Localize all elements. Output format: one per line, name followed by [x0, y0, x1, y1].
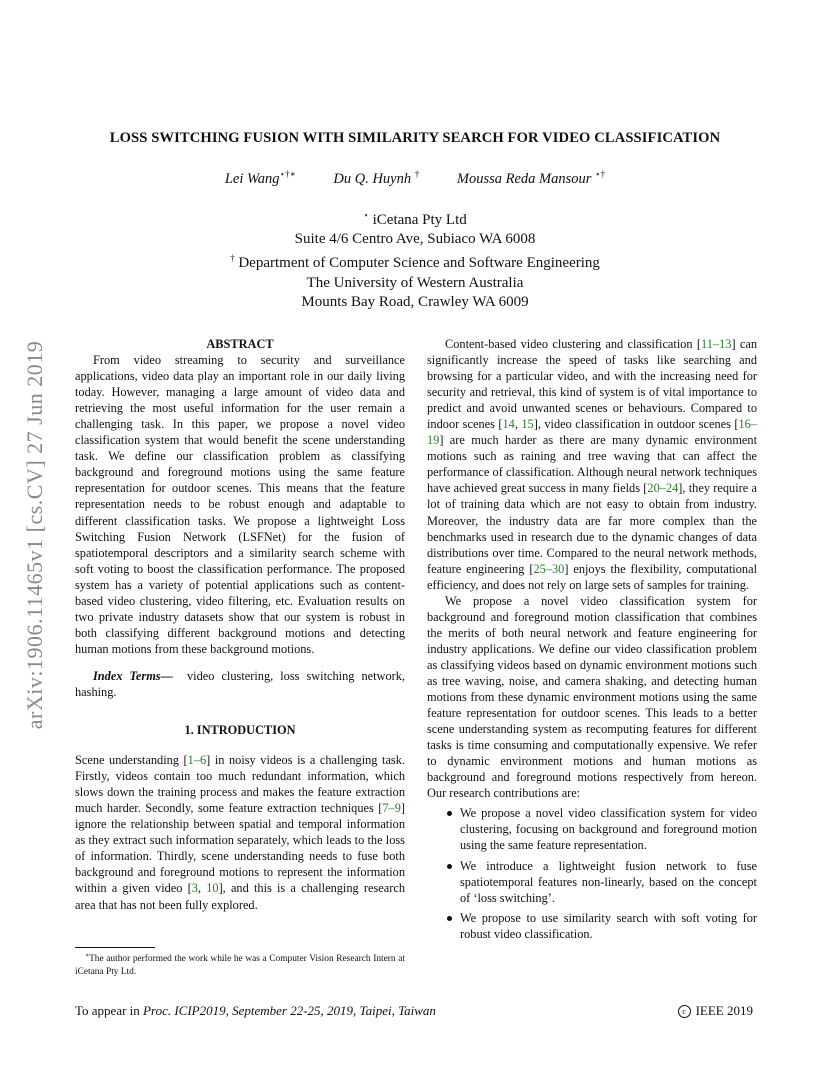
citation-link[interactable]: 16–19: [427, 417, 758, 448]
footer-prefix: To appear in: [75, 1003, 144, 1018]
affiliation-line: † Department of Computer Science and Software Engineering: [230, 253, 600, 272]
index-terms-label: Index Terms—: [93, 668, 173, 683]
author: Du Q. Huynh †: [333, 169, 420, 187]
citation-link[interactable]: 20–24: [647, 481, 679, 496]
author-list: [70, 169, 760, 188]
author: Moussa Reda Mansour ⋆†: [456, 169, 606, 187]
list-item: We propose to use similarity search with soft voting for robust video classification.: [460, 910, 757, 941]
citation-link[interactable]: 15: [521, 417, 534, 432]
contributions-list: [427, 805, 757, 941]
affiliation-line: Mounts Bay Road, Crawley WA 6009: [301, 293, 529, 310]
footnote: ∗The author performed the work while he was a Computer Vision Research Intern at iCetana Pty Ltd.: [75, 953, 405, 977]
arxiv-stamp-text: arXiv:1906.11465v1 [cs.CV] 27 Jun 2019: [22, 340, 47, 730]
intro-paragraph: Scene understanding [1–6] in noisy videos is a challenging task. Firstly, videos contain too much redundant information, which slows down the training process and makes the feature extraction much harder. Secondly, some feature extraction techniques [7–9] ignore the relationship between spatial and temporal information as they extract such information separately, which leads to the loss of information. Thirdly, scene understanding needs to fuse both background and foreground motions to represent the information within a given video [3, 10], and this is a challenging research area that has not been fully explored.: [75, 753, 405, 912]
right-column: [427, 336, 757, 942]
body-paragraph: Content-based video clustering and classification [11–13] can significantly increase the speed of tasks like searching and browsing for a particular video, and with the increasing need for security and retrieval, this kind of system is of vital importance to predict and avoid unwanted scenes or behaviours. Compared to indoor scenes [14, 15], video classification in outdoor scenes [16–19] are much harder as there are many dynamic environment motions such as raining and tree waving that can affect the performance of classification. Although neural network techniques have achieved great success in many fields [20–24], they require a lot of training data which are not easy to obtain from industry. Moreover, the industry data are far more complex than the benchmarks used in research due to the dynamic changes of data distributions over time. Compared to the neural network methods, feature engineering [25–30] enjoys the flexibility, computational efficiency, and does not rely on large sets of samples for training.: [427, 337, 758, 592]
author: Lei Wang⋆†∗: [224, 169, 296, 187]
list-item: We propose a novel video classification system for video clustering, focusing on background and foreground motion using the same feature representation.: [460, 806, 757, 853]
left-column: [75, 336, 405, 913]
body-paragraph: We propose a novel video classification system for background and foreground motion classification that combines the merits of both neural network and feature engineering for industry applications. We define our video classification problem as classifying videos based on dynamic environment motions such as tree waving, noise, and camera shaking, and detecting human motions from these dynamic environment motions using the same feature representation for outdoor scenes. This leads to a better scene understanding system as recomputing features for different tasks is time consuming and computationally expensive. We refer to dynamic environment motions and human motions as background and foreground motions respectively from hereon. Our research contributions are:: [427, 593, 757, 801]
citation-link[interactable]: 7–9: [382, 801, 401, 816]
footnote-rule: [75, 947, 155, 948]
index-terms-text: video clustering, loss switching network, hashing.: [75, 668, 406, 699]
affiliation-line: ⋆ iCetana Pty Ltd: [363, 210, 467, 228]
paper-title: LOSS SWITCHING FUSION WITH SIMILARITY SEARCH FOR VIDEO CLASSIFICATION: [109, 130, 721, 146]
copyright-notice: c IEEE 2019: [678, 1003, 753, 1019]
abstract-heading: ABSTRACT: [206, 337, 274, 351]
affiliation-line: The University of Western Australia: [306, 274, 524, 291]
arxiv-stamp: [16, 300, 54, 770]
citation-link[interactable]: 10: [206, 881, 219, 896]
page-footer: [75, 1003, 753, 1019]
list-item: We introduce a lightweight fusion network to fuse spatiotemporal features non-linearly, based on the concept of ‘loss switching’.: [460, 858, 757, 905]
index-terms: [75, 668, 405, 700]
citation-link[interactable]: 3: [191, 881, 198, 896]
affiliations: [70, 206, 760, 312]
citation-link[interactable]: 25–30: [533, 561, 565, 576]
citation-link[interactable]: 11–13: [701, 337, 732, 351]
affiliation-line: Suite 4/6 Centro Ave, Subiaco WA 6008: [294, 231, 536, 248]
copyright-icon: c: [678, 1005, 691, 1018]
introduction-heading: 1. INTRODUCTION: [184, 723, 296, 738]
footer-venue: Proc. ICIP2019, September 22-25, 2019, Taipei, Taiwan: [143, 1003, 436, 1018]
citation-link[interactable]: 14: [502, 417, 515, 432]
citation-link[interactable]: 1–6: [187, 753, 207, 768]
abstract-text: From video streaming to security and surveillance applications, video data play an important role in our daily living today. However, managing a large amount of video data and retrieving the most useful information for the user remain a challenging task. In this paper, we propose a novel video classification system that would benefit the scene understanding task. We define our classification problem as classifying background and foreground motions using the same feature representation for outdoor scenes. This means that the feature representation needs to be robust enough and adaptable to different classification tasks. We propose a lightweight Loss Switching Fusion Network (LSFNet) for the fusion of spatiotemporal descriptors and a similarity search scheme with soft voting to boost the classification performance. The proposed system has a variety of potential applications such as content-based video clustering, video filtering, etc. Evaluation results on two private industry datasets show that our system is robust in both classifying different background motions and detecting human motions from these background motions.: [75, 353, 405, 656]
